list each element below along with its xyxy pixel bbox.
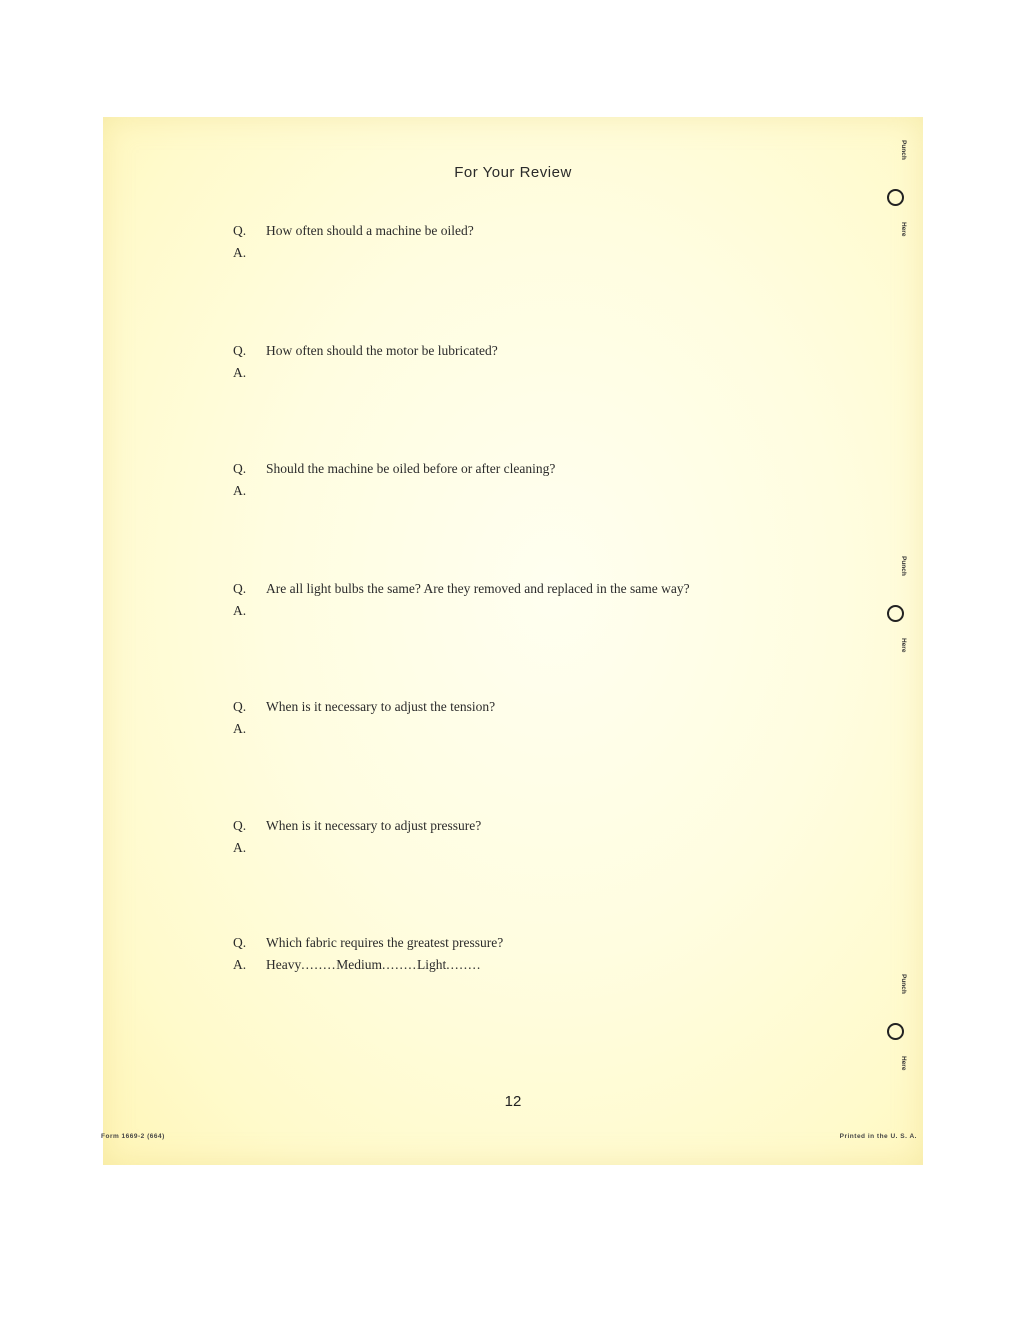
form-id: Form 1669-2 (664)	[101, 1133, 165, 1140]
question-block-4	[233, 578, 690, 622]
punch-label: Punch	[900, 974, 907, 994]
question-text: When is it necessary to adjust the tension?	[266, 699, 496, 714]
question-label: Q.	[233, 699, 247, 714]
here-label: Here	[900, 221, 907, 237]
question-label: Q.	[233, 343, 247, 358]
page-title: For Your Review	[454, 164, 572, 181]
option-light: Light	[416, 957, 447, 972]
question-block-6	[233, 815, 481, 859]
dot-leader: ........	[381, 957, 417, 972]
dot-leader: ........	[301, 957, 337, 972]
question-block-1	[233, 220, 474, 264]
question-label: Q.	[233, 223, 247, 238]
question-text: Should the machine be oiled before or after cleaning?	[266, 461, 556, 476]
option-heavy: Heavy	[266, 957, 302, 972]
option-medium: Medium	[336, 957, 382, 972]
document-page	[103, 117, 923, 1165]
punch-mark-middle	[883, 551, 917, 653]
punch-hole-icon	[887, 189, 904, 206]
question-block-7	[233, 932, 503, 976]
question-text: When is it necessary to adjust pressure?	[266, 818, 482, 833]
question-block-2	[233, 340, 498, 384]
question-text: How often should a machine be oiled?	[266, 223, 474, 238]
question-text: How often should the motor be lubricated?	[266, 343, 498, 358]
question-text: Which fabric requires the greatest pressure?	[266, 935, 504, 950]
answer-label: A.	[233, 721, 247, 736]
answer-label: A.	[233, 957, 247, 972]
punch-mark-bottom	[883, 969, 917, 1071]
printed-note: Printed in the U. S. A.	[839, 1133, 917, 1140]
question-text: Are all light bulbs the same? Are they removed and replaced in the same way?	[266, 581, 690, 596]
question-block-3	[233, 458, 555, 502]
answer-label: A.	[233, 365, 247, 380]
question-label: Q.	[233, 935, 247, 950]
page-number: 12	[504, 1093, 522, 1110]
here-label: Here	[900, 1055, 907, 1071]
question-label: Q.	[233, 818, 247, 833]
punch-label: Punch	[900, 556, 907, 576]
answer-label: A.	[233, 245, 247, 260]
question-label: Q.	[233, 581, 247, 596]
punch-label: Punch	[900, 140, 907, 160]
dot-leader: ........	[446, 957, 482, 972]
answer-label: A.	[233, 483, 247, 498]
punch-hole-icon	[887, 1023, 904, 1040]
punch-hole-icon	[887, 605, 904, 622]
answer-label: A.	[233, 840, 247, 855]
answer-label: A.	[233, 603, 247, 618]
question-block-5	[233, 696, 495, 740]
punch-mark-top	[883, 135, 917, 237]
here-label: Here	[900, 637, 907, 653]
question-label: Q.	[233, 461, 247, 476]
